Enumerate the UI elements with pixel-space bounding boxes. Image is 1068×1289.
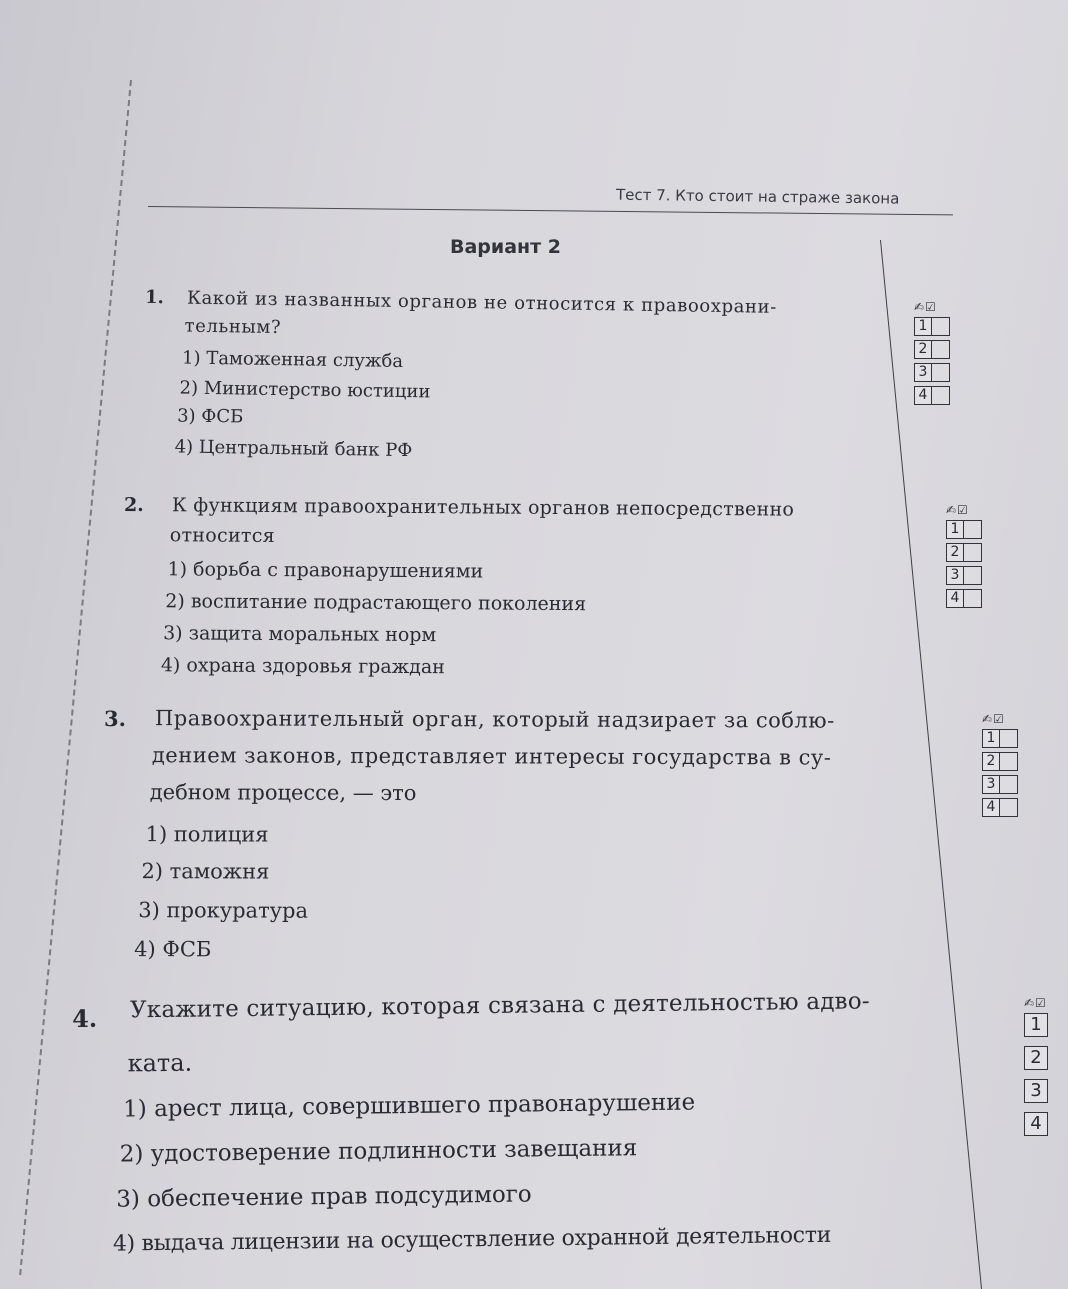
answer-number: 2 <box>946 543 964 562</box>
answer-number: 4 <box>946 589 964 608</box>
question-stem-line: тельным? <box>184 315 282 339</box>
question-number: 1. <box>144 286 164 309</box>
answer-checkbox[interactable] <box>1000 798 1018 817</box>
answer-box-header: ✍☑ <box>914 300 937 314</box>
answer-number: 2 <box>1024 1046 1048 1070</box>
question-stem-line: Какой из названных органов не относится к правоохрани- <box>186 287 778 318</box>
test-title: Тест 7. Кто стоит на страже закона <box>615 185 900 208</box>
answer-checkbox[interactable] <box>932 386 950 405</box>
answer-number: 4 <box>914 386 932 405</box>
answer-option: 3) обеспечение прав подсудимого <box>116 1181 532 1213</box>
question-stem-line: относится <box>169 524 276 548</box>
answer-option: 4) ФСБ <box>134 937 212 962</box>
answer-number: 4 <box>982 798 1000 817</box>
answer-option: 1) арест лица, совершившего правонарушение <box>123 1089 696 1123</box>
answer-number: 1 <box>946 520 964 539</box>
answer-checkbox[interactable] <box>964 589 982 608</box>
answer-option: 4) охрана здоровья граждан <box>160 654 445 679</box>
answer-box-header: ✍☑ <box>946 503 969 517</box>
question-stem-line: Правоохранительный орган, который надзирает за соблю- <box>154 706 835 733</box>
answer-box-header: ✍☑ <box>1024 996 1047 1010</box>
question-stem-line: дением законов, представляет интересы государства в су- <box>151 743 832 770</box>
header-rule <box>148 206 953 215</box>
question-stem-line: дебном процессе, — это <box>149 780 417 806</box>
answer-number: 1 <box>1024 1013 1048 1037</box>
question-stem-line: ката. <box>127 1048 193 1078</box>
answer-checkbox[interactable] <box>964 520 982 539</box>
answer-box-1 <box>914 300 950 406</box>
question-number: 2. <box>123 493 144 517</box>
answer-option: 2) воспитание подрастающего поколения <box>165 590 587 616</box>
answer-number: 3 <box>946 566 964 585</box>
answer-option: 2) Министерство юстиции <box>179 377 431 403</box>
answer-box-3 <box>982 712 1018 818</box>
answer-checkbox[interactable] <box>932 363 950 382</box>
answer-option: 4) выдача лицензии на осуществление охранной деятельности <box>112 1222 832 1257</box>
answer-option: 1) полиция <box>145 822 269 847</box>
answer-option: 3) защита моральных норм <box>163 622 437 647</box>
answer-number: 3 <box>914 363 932 382</box>
answer-checkbox[interactable] <box>932 340 950 359</box>
answer-option: 2) удостоверение подлинности завещания <box>119 1135 638 1168</box>
answer-box-2 <box>946 503 982 609</box>
answer-checkbox[interactable] <box>964 566 982 585</box>
answer-checkbox[interactable] <box>1000 775 1018 794</box>
question-number: 4. <box>71 1003 98 1034</box>
answer-number: 1 <box>914 317 932 336</box>
answer-checkbox[interactable] <box>932 317 950 336</box>
answer-option: 1) Таможенная служба <box>181 347 404 372</box>
answer-number: 1 <box>982 729 1000 748</box>
answer-checkbox[interactable] <box>964 543 982 562</box>
answer-option: 4) Центральный банк РФ <box>174 436 413 462</box>
answer-number: 4 <box>1024 1112 1048 1136</box>
question-stem-line: Укажите ситуацию, которая связана с деятельностью адво- <box>129 988 870 1024</box>
variant-title: Вариант 2 <box>450 236 562 258</box>
answer-checkbox[interactable] <box>1000 729 1018 748</box>
question-number: 3. <box>103 705 126 732</box>
cut-line <box>19 80 132 1275</box>
answer-option: 3) ФСБ <box>177 405 244 428</box>
answer-option: 3) прокуратура <box>138 898 309 923</box>
answer-number: 3 <box>982 775 1000 794</box>
answer-option: 2) таможня <box>141 859 270 884</box>
answer-number: 3 <box>1024 1079 1048 1103</box>
answer-option: 1) борьба с правонарушениями <box>167 558 484 583</box>
answer-number: 2 <box>982 752 1000 771</box>
answer-number: 2 <box>914 340 932 359</box>
answer-checkbox[interactable] <box>1000 752 1018 771</box>
answer-box-4 <box>1024 996 1048 1138</box>
question-stem-line: К функциям правоохранительных органов непосредственно <box>171 494 795 521</box>
answer-box-header: ✍☑ <box>982 712 1005 726</box>
